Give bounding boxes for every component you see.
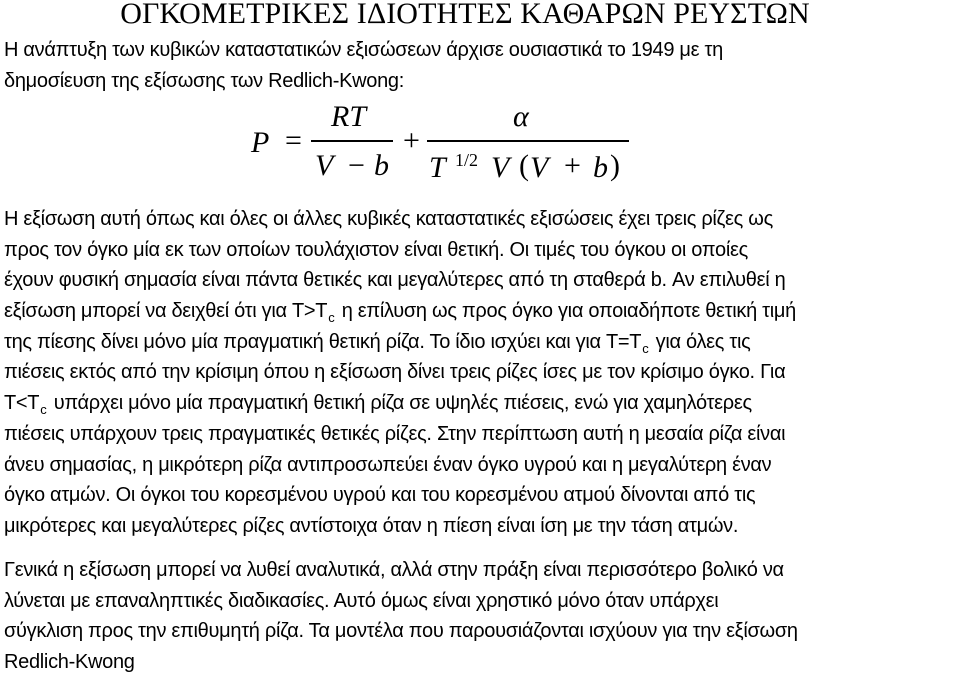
text-line: λύνεται με επαναληπτικές διαδικασίες. Αυτό όμως είναι χρηστικό μόνο όταν υπάρχει [4,589,719,612]
subscript-c: c [40,402,47,418]
text-line [4,327,956,358]
equation-term1-numerator: RT [331,100,367,133]
text-line: σύγκλιση προς την επιθυμητή ρίζα. Τα μοντέλα που παρουσιάζονται ισχύουν για την εξίσωση [4,620,798,643]
text-fragment: T<T [4,392,40,415]
text-line: όγκο ατμών. Οι όγκοι του κορεσμένου υγρού και του κορεσμένου ατμού δίνονται από τις [4,484,756,507]
equation-term2-open-paren: ( [519,149,529,182]
text-line: προς τον όγκο μία εκ των οποίων τουλάχιστον είναι θετική. Οι τιμές του όγκου οι οποίες [4,238,748,261]
equation-equals-sign: = [285,124,302,157]
equation-term2-fraction-bar [427,140,629,142]
main-paragraph [4,204,956,542]
conclusion-paragraph [4,555,956,678]
equation-term2-exponent: 1/2 [455,150,479,170]
text-fragment: υπάρχει μόνο μία πραγματική θετική ρίζα σε υψηλές πιέσεις, ενώ για χαμηλότερες [53,392,752,415]
text-line: άνευ σημασίας, η μικρότερη ρίζα αντιπροσωπεύει έναν όγκο υγρού και η μεγαλύτερη έναν [4,453,772,476]
equation-term2-close-paren: ) [610,149,620,182]
equation-term2-denominator-t: T [429,151,446,184]
text-fragment: για όλες τις [655,330,751,353]
text-line [4,296,956,327]
equation-term1-denominator-v: V [315,149,334,182]
equation-term2-denominator-b: b [593,151,608,184]
text-line: πιέσεις υπάρχουν τρεις πραγματικές θετικές ρίζες. Στην περίπτωση αυτή η μεσαία ρίζα είναι [4,422,786,445]
text-line: Η ανάπτυξη των κυβικών καταστατικών εξισώσεων άρχισε ουσιαστικά το 1949 με τη [4,39,723,61]
equation-term1-minus: − [348,149,365,182]
text-line: Γενικά η εξίσωση μπορεί να λυθεί αναλυτικά, αλλά στην πράξη είναι περισσότερο βολικό να [4,559,784,581]
text-line: Redlich-Kwong [4,651,135,674]
page-title: ΟΓΚΟΜΕΤΡΙΚΕΣ ΙΔΙΟΤΗΤΕΣ ΚΑΘΑΡΩΝ ΡΕΥΣΤΩΝ [120,0,810,30]
text-fragment: εξίσωση μπορεί να δειχθεί ότι για T>T [4,300,328,323]
redlich-kwong-equation [247,96,647,191]
text-line: Η εξίσωση αυτή όπως και όλες οι άλλες κυβικές καταστατικές εξισώσεις έχει τρεις ρίζες ως [4,208,773,230]
text-fragment: η επίλυση ως προς όγκο για οποιαδήποτε θετική τιμή [341,300,796,323]
intro-paragraph [4,35,956,96]
equation-term2-plus: + [564,149,581,182]
text-line [4,388,956,419]
equation-term2-denominator-v: V [491,151,510,184]
text-line: έχουν φυσική σημασία είναι πάντα θετικές και μεγαλύτερες από τη σταθερά b. Αν επιλυθεί η [4,269,786,292]
equation-plus-sign: + [403,124,420,157]
equation-term2-numerator: α [513,100,529,133]
subscript-c: c [328,310,335,326]
text-line: μικρότερες και μεγαλύτερες ρίζες αντίστοιχα όταν η πίεση είναι ίση με την τάση ατμών. [4,514,739,537]
text-fragment: της πίεσης δίνει μόνο μία πραγματική θετική ρίζα. Το ίδιο ισχύει και για T=T [4,330,642,353]
equation-pressure-symbol: P [251,126,270,159]
equation-term1-denominator-b: b [374,149,389,182]
equation-term2-denominator-v2: V [530,151,549,184]
text-line: δημοσίευση της εξίσωσης των Redlich-Kwong: [4,69,404,92]
text-line: πιέσεις εκτός από την κρίσιμη όπου η εξίσωση δίνει τρεις ρίζες ίσες με τον κρίσιμο όγκο. Για [4,361,786,384]
subscript-c: c [642,340,649,356]
equation-term1-fraction-bar [311,140,393,142]
